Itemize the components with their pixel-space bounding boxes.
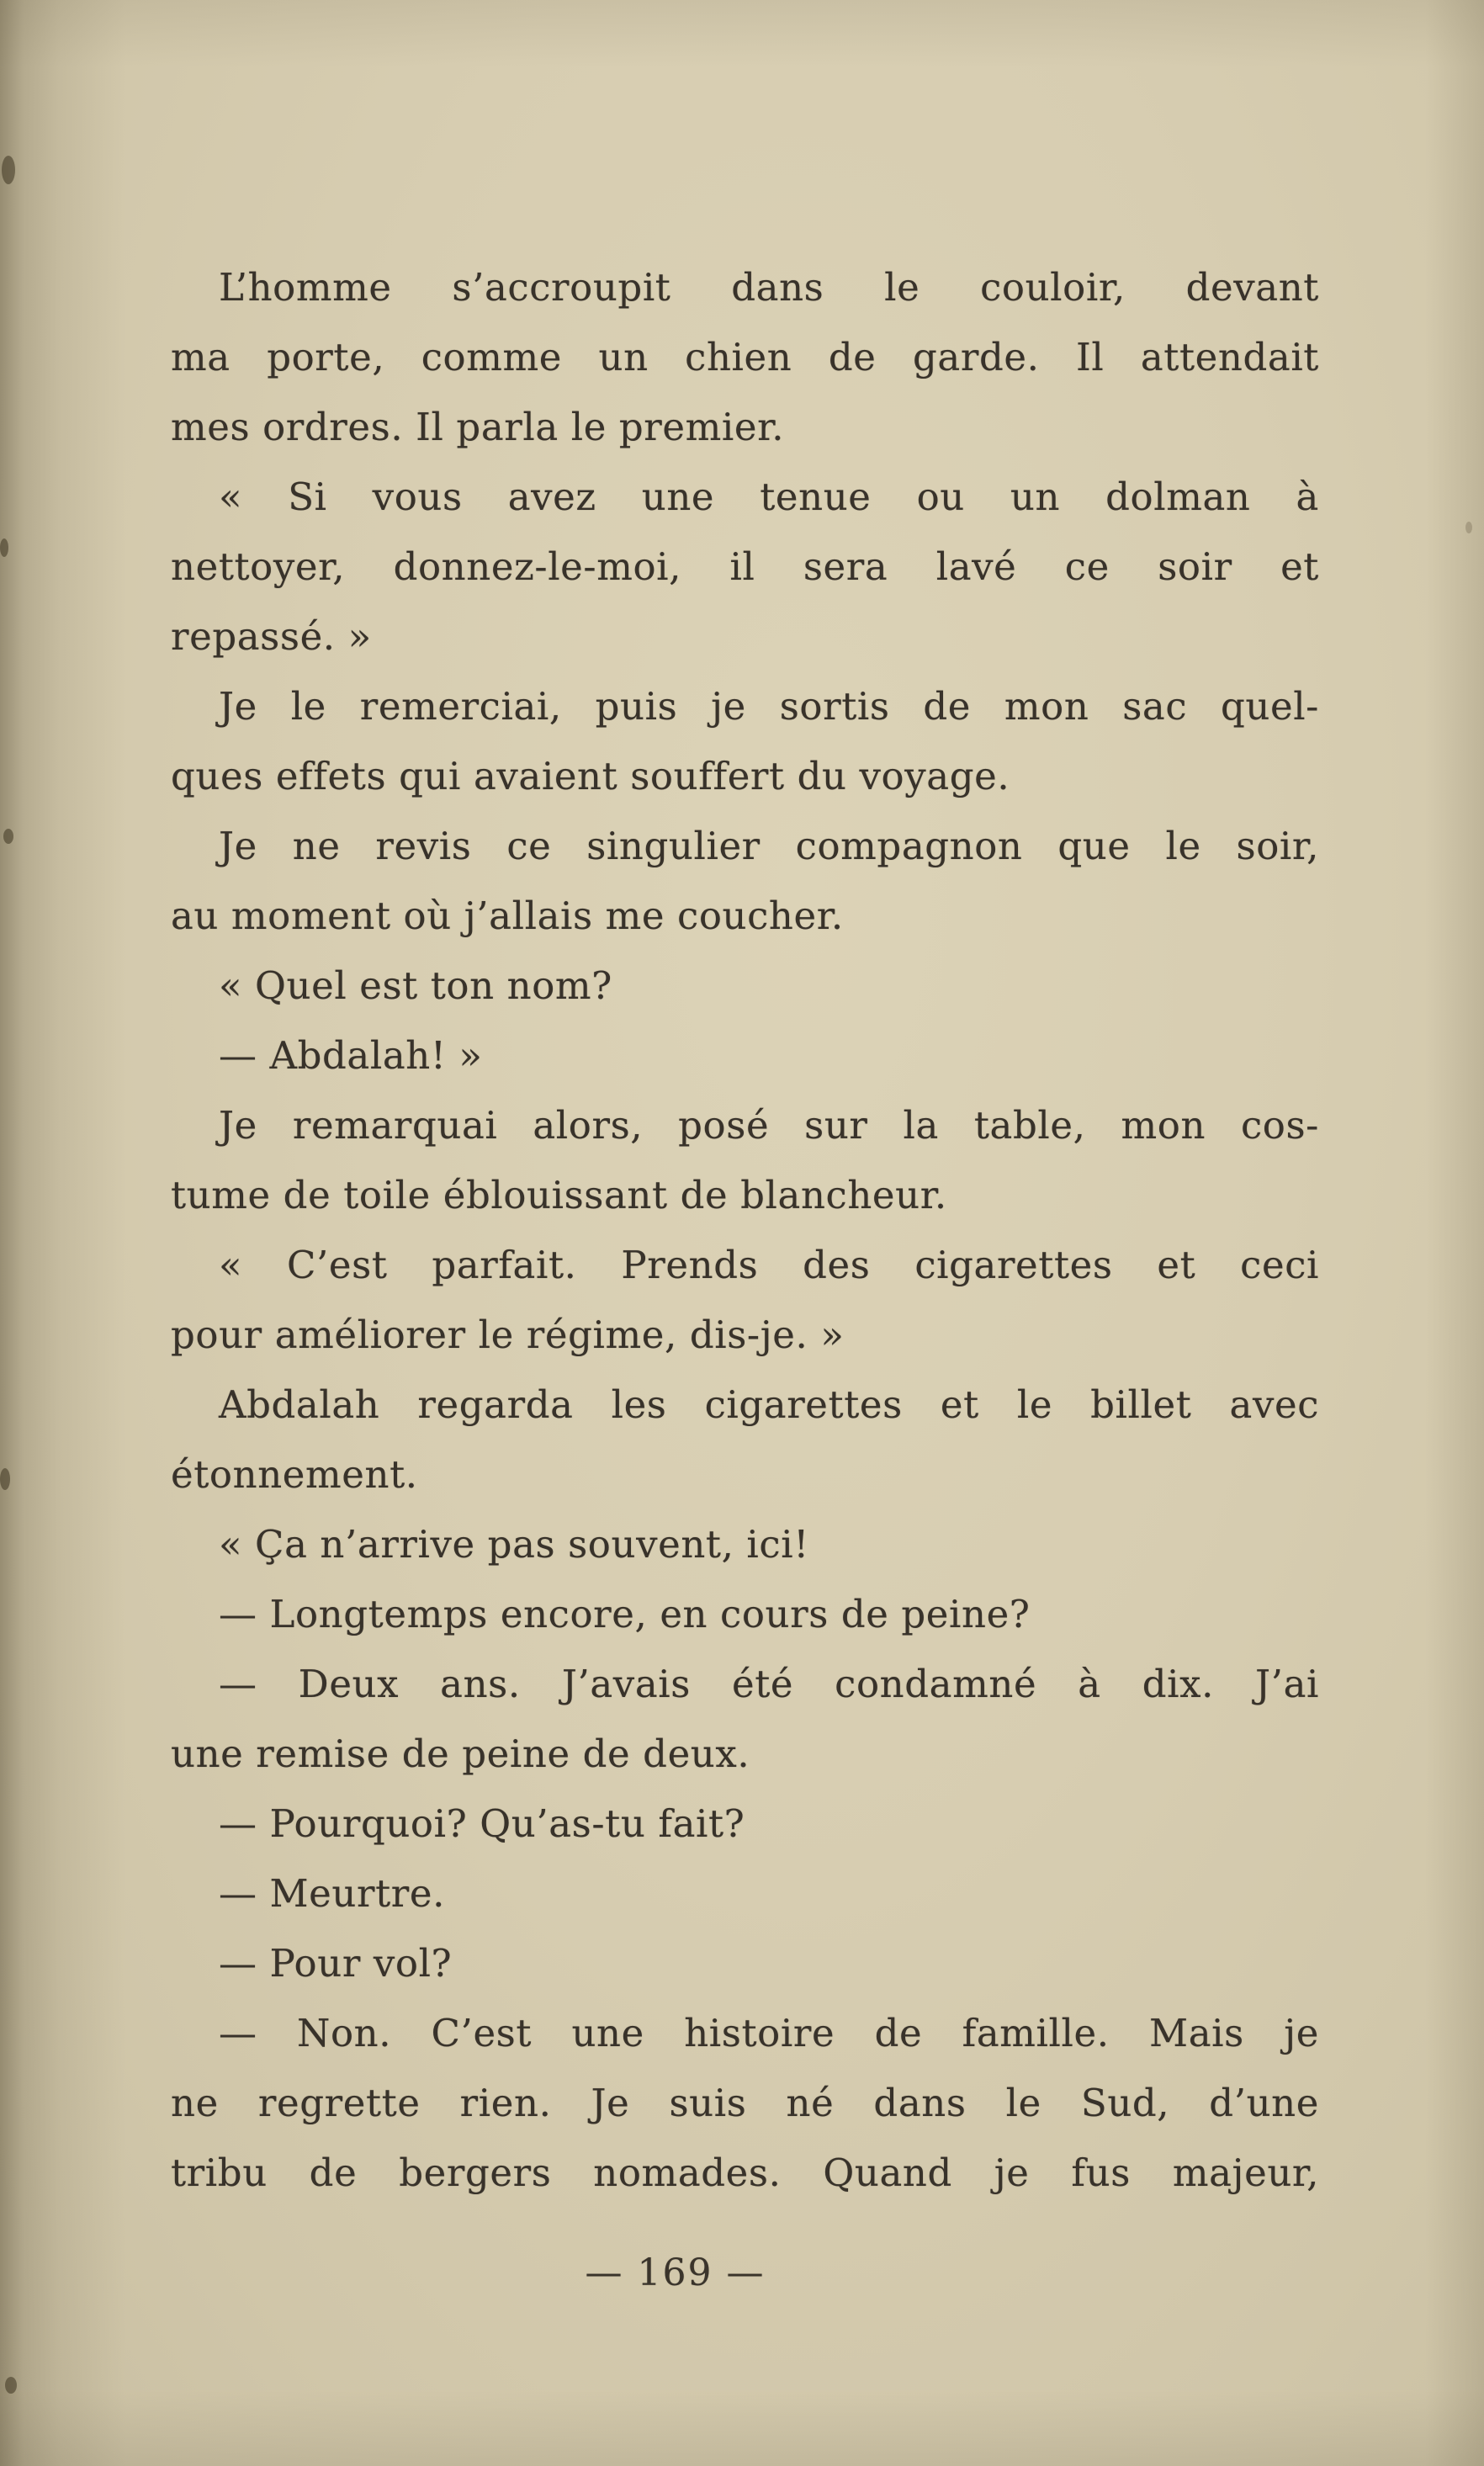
text-block — [171, 252, 1319, 2208]
paper-speck — [0, 1468, 10, 1490]
text-line: une remise de peine de deux. — [171, 1732, 750, 1776]
text-line: Je le remerciai, puis je sortis de mon sac quel- — [219, 684, 1319, 729]
paper-speck — [3, 829, 13, 844]
text-line: étonnement. — [171, 1452, 418, 1497]
page-number: — 169 — — [585, 2251, 766, 2294]
text-line: Abdalah regarda les cigarettes et le billet avec — [219, 1382, 1319, 1427]
text-line: au moment où j’allais me coucher. — [171, 894, 844, 938]
text-line: nettoyer, donnez-le-moi, il sera lavé ce soir et — [171, 544, 1319, 589]
text-line: ne regrette rien. Je suis né dans le Sud, d’une — [171, 2081, 1319, 2125]
text-line: mes ordres. Il parla le premier. — [171, 405, 785, 449]
text-line: — Deux ans. J’avais été condamné à dix. J’ai — [219, 1662, 1319, 1706]
text-line: repassé. » — [171, 614, 372, 659]
text-line: — Abdalah! » — [219, 1033, 483, 1078]
paper-speck — [5, 2377, 17, 2394]
text-line: Je ne revis ce singulier compagnon que le soir, — [219, 824, 1319, 868]
text-line: pour améliorer le régime, dis-je. » — [171, 1313, 845, 1357]
text-line: « Ça n’arrive pas souvent, ici! — [219, 1522, 809, 1567]
text-line: — Pourquoi? Qu’as-tu fait? — [219, 1801, 745, 1846]
text-line: — Meurtre. — [219, 1871, 446, 1916]
paper-speck — [2, 156, 15, 184]
paper-speck — [0, 538, 8, 557]
text-line: « Si vous avez une tenue ou un dolman à — [219, 475, 1319, 519]
text-line: tume de toile éblouissant de blancheur. — [171, 1173, 947, 1217]
text-line: tribu de bergers nomades. Quand je fus majeur, — [171, 2150, 1319, 2195]
text-line: ques effets qui avaient souffert du voyage. — [171, 754, 1010, 798]
text-line: « C’est parfait. Prends des cigarettes et ceci — [219, 1243, 1319, 1287]
text-line: — Pour vol? — [219, 1941, 453, 1986]
text-line: « Quel est ton nom? — [219, 963, 612, 1008]
text-line: Je remarquai alors, posé sur la table, mon cos- — [219, 1103, 1319, 1148]
text-line: ma porte, comme un chien de garde. Il attendait — [171, 335, 1319, 379]
paper-speck — [1465, 522, 1472, 533]
text-line: — Non. C’est une histoire de famille. Mais je — [219, 2011, 1319, 2055]
text-line: L’homme s’accroupit dans le couloir, devant — [219, 265, 1319, 310]
text-line: — Longtemps encore, en cours de peine? — [219, 1592, 1031, 1636]
